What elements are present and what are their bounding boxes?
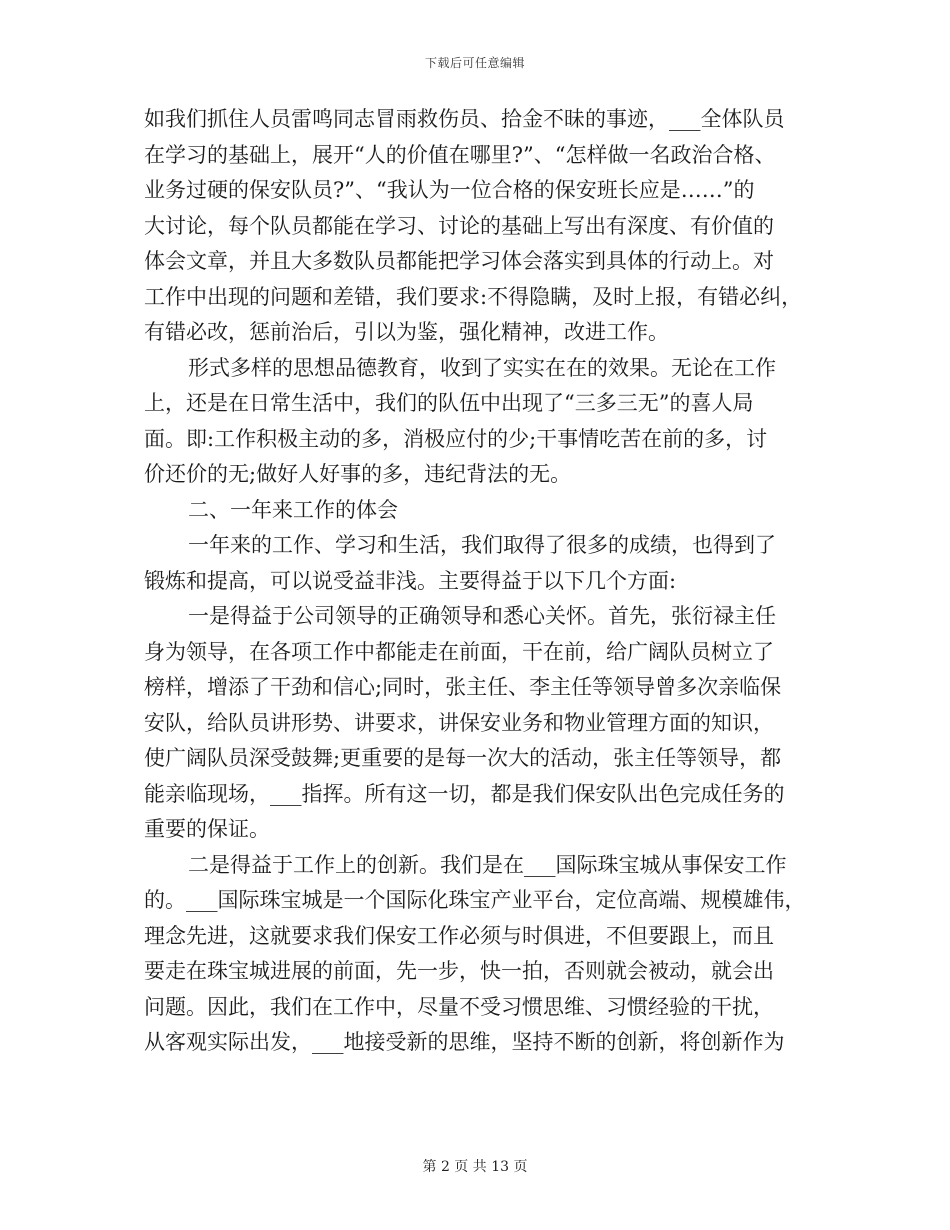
text-line: 理念先进，这就要求我们保安工作必须与时俱进，不但要跟上，而且 (144, 923, 774, 948)
section-heading: 二、一年来工作的体会 (188, 497, 398, 522)
text-line: 重要的保证。 (144, 817, 270, 841)
text-line: 使广阔队员深受鼓舞;更重要的是每一次大的活动，张主任等领导，都 (144, 746, 782, 770)
text-line: 从客观实际出发，___地接受新的思维，坚持不断的创新，将创新作为 (144, 1030, 785, 1054)
text-line: 如我们抓住人员雷鸣同志冒雨救伤员、拾金不昧的事迹，___全体队员 (144, 107, 785, 131)
text-line: 工作中出现的问题和差错，我们要求:不得隐瞒，及时上报，有错必纠， (144, 284, 803, 309)
paragraph-start-line: 一年来的工作、学习和生活，我们取得了很多的成绩，也得到了 (188, 533, 776, 557)
text-line: 身为领导，在各项工作中都能走在前面，干在前，给广阔队员树立了 (144, 639, 774, 664)
text-line: 体会文章，并且大多数队员都能把学习体会落实到具体的行动上。对 (144, 249, 774, 273)
page-number: 第 2 页 共 13 页 (422, 1159, 528, 1175)
text-line: 上，还是在日常生活中，我们的队伍中出现了“三多三无”的喜人局 (144, 391, 754, 415)
text-line: 能亲临现场，___指挥。所有这一切，都是我们保安队出色完成任务的 (144, 781, 785, 806)
document-body (144, 102, 809, 1061)
text-line: 安队，给队员讲形势、讲要求，讲保安业务和物业管理方面的知识， (144, 710, 774, 735)
paragraph-start-line: 形式多样的思想品德教育，收到了实实在在的效果。无论在工作 (188, 355, 776, 380)
text-line: 价还价的无;做好人好事的多，违纪背法的无。 (144, 462, 572, 486)
text-line: 业务过硬的保安队员?”、“我认为一位合格的保安班长应是……”的 (144, 178, 755, 202)
text-line: 面。即:工作积极主动的多，消极应付的少;干事情吃苦在前的多，讨 (144, 426, 768, 451)
paragraph-start-line: 二是得益于工作上的创新。我们是在___国际珠宝城从事保安工作 (188, 852, 787, 877)
page-header: 下载后可任意编辑 (424, 56, 525, 70)
text-line: 的。___国际珠宝城是一个国际化珠宝产业平台，定位高端、规模雄伟， (144, 888, 806, 912)
paragraph-start-line: 一是得益于公司领导的正确领导和悉心关怀。首先，张衍禄主任 (188, 604, 776, 628)
text-line: 问题。因此，我们在工作中，尽量不受习惯思维、习惯经验的干扰， (144, 994, 774, 1019)
text-line: 大讨论，每个队员都能在学习、讨论的基础上写出有深度、有价值的 (144, 213, 774, 238)
text-line: 榜样，增添了干劲和信心;同时，张主任、李主任等领导曾多次亲临保 (144, 675, 782, 699)
text-line: 有错必改，惩前治后，引以为鉴，强化精神，改进工作。 (144, 320, 669, 344)
text-line: 锻炼和提高，可以说受益非浅。主要得益于以下几个方面: (144, 568, 677, 593)
text-line: 要走在珠宝城进展的前面，先一步，快一拍，否则就会被动，就会出 (144, 959, 774, 983)
text-line: 在学习的基础上，展开“人的价值在哪里?”、“怎样做一名政治合格、 (144, 142, 776, 167)
